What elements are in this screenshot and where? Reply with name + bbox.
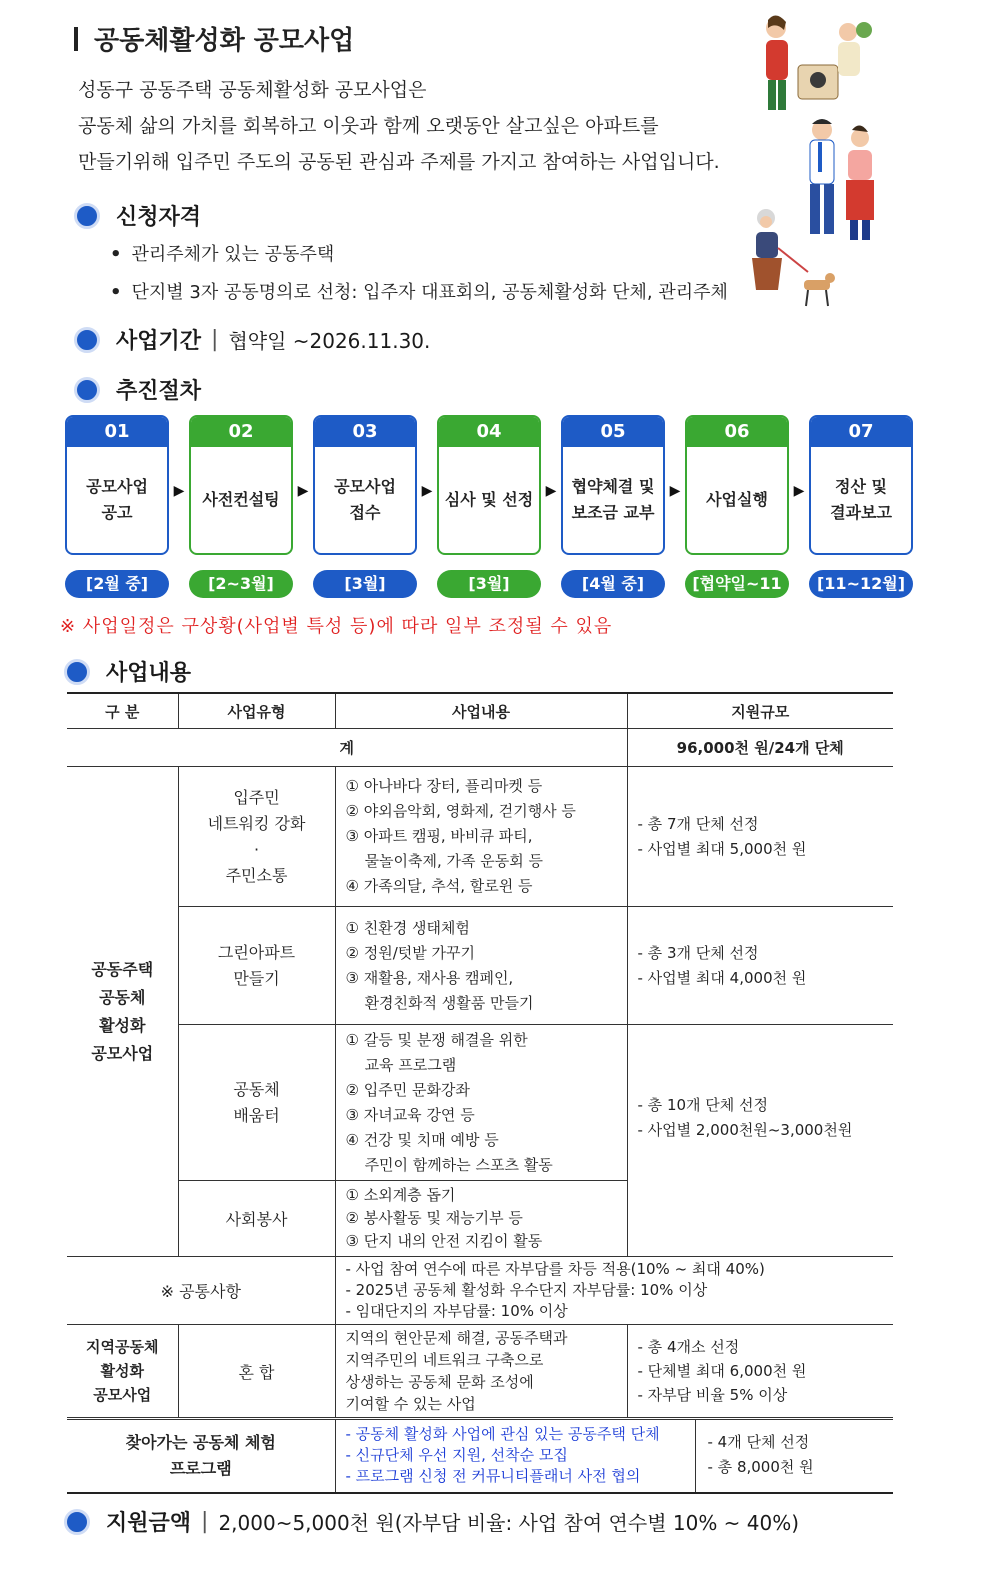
item-line: 물놀이축제, 가족 운동회 등 [345, 852, 544, 870]
bullet-dot-icon: • [110, 282, 122, 303]
item-line: 환경친화적 생활품 만들기 [345, 993, 534, 1012]
bullet-circle-icon [64, 659, 90, 685]
content-heading-text: 사업내용 [106, 661, 192, 686]
procedure-step [561, 415, 665, 555]
table-header-cell: 사업유형 [178, 693, 335, 729]
table-header-cell: 구 분 [67, 693, 178, 729]
step-number: 05 [563, 417, 663, 447]
bullet-dot-icon: • [110, 244, 122, 265]
table-header-row [67, 693, 893, 729]
intro-line: 만들기위해 입주민 주도의 공동된 관심과 주제를 가지고 참여하는 사업입니다. [78, 151, 720, 173]
eligibility-heading [74, 200, 201, 231]
page-title [74, 20, 354, 57]
regional-items-cell [335, 1325, 627, 1419]
visiting-support-line: - 총 8,000천 원 [707, 1458, 814, 1476]
support-line: - 총 7개 단체 선정 [637, 814, 759, 833]
support-line: - 사업별 2,000천원~3,000천원 [637, 1121, 853, 1139]
common-items-cell [335, 1257, 893, 1325]
eligibility-heading-text: 신청자격 [116, 205, 202, 230]
regional-support-line: - 자부담 비율 5% 이상 [637, 1386, 788, 1404]
visiting-cell [335, 1419, 893, 1494]
eligibility-item-text: 관리주체가 있는 공동주택 [131, 244, 335, 265]
item-line: ③ 아파트 캠핑, 바비큐 파티, [345, 827, 533, 845]
type-cell: 그린아파트 만들기 [178, 907, 335, 1025]
visiting-items [336, 1420, 696, 1492]
item-line: ③ 단지 내의 안전 지킴이 활동 [345, 1232, 543, 1250]
item-line: ① 소외계층 돕기 [345, 1186, 456, 1204]
visiting-line: - 프로그램 신청 전 커뮤니티플래너 사전 협의 [345, 1467, 641, 1485]
step-label: 공모사업 공고 [86, 477, 148, 522]
item-line: ② 봉사활동 및 재능기부 등 [345, 1209, 523, 1227]
arrow-right-icon: ▶ [545, 483, 557, 499]
items-cell [335, 907, 627, 1025]
separator: | [211, 327, 219, 352]
arrow-right-icon: ▶ [421, 483, 433, 499]
regional-support-line: - 총 4개소 선정 [637, 1338, 740, 1356]
table-row-visiting [67, 1419, 893, 1494]
common-line: - 임대단지의 자부담률: 10% 이상 [345, 1302, 568, 1320]
step-label: 협약체결 및 보조금 교부 [571, 477, 655, 522]
item-line: ② 야외음악회, 영화제, 걷기행사 등 [345, 802, 576, 820]
table-header-cell: 사업내용 [335, 693, 627, 729]
step-number: 01 [67, 417, 167, 447]
program-table [67, 692, 893, 1494]
common-label: ※ 공통사항 [67, 1257, 335, 1325]
table-row-regional [67, 1325, 893, 1419]
step-number: 06 [687, 417, 787, 447]
support-line: - 사업별 최대 4,000천 원 [637, 968, 807, 987]
regional-line: 지역의 현안문제 해결, 공동주택과 [345, 1329, 568, 1347]
step-date-badge: [2월 중] [65, 570, 169, 598]
community-illustration [748, 10, 888, 315]
bullet-circle-icon [74, 327, 100, 353]
items-cell [335, 1181, 627, 1257]
item-line: ③ 재활용, 재사용 캠페인, [345, 968, 514, 987]
item-line: 교육 프로그램 [345, 1055, 457, 1074]
step-date-badge: [2~3월] [189, 570, 293, 598]
eligibility-item-text: 단지별 3자 공동명의로 선청: 입주자 대표회의, 공동체활성화 단체, 관리주체 [131, 282, 728, 303]
table-row [67, 767, 893, 907]
arrow-right-icon: ▶ [669, 483, 681, 499]
schedule-notice: ※ 사업일정은 구상황(사업별 특성 등)에 따라 일부 조정될 수 있음 [60, 616, 613, 637]
intro-text [78, 72, 720, 180]
step-date-badge: [3월] [437, 570, 541, 598]
page-title-text: 공동체활성화 공모사업 [94, 26, 355, 56]
bullet-circle-icon [64, 1509, 90, 1535]
step-label: 공모사업 접수 [334, 477, 396, 522]
procedure-step [685, 415, 789, 555]
arrow-right-icon: ▶ [173, 483, 185, 499]
item-line: ① 갈등 및 분쟁 해결을 위한 [345, 1030, 528, 1049]
step-date-badge: [4월 중] [561, 570, 665, 598]
procedure-step [313, 415, 417, 555]
procedure-heading-text: 추진절차 [116, 379, 202, 404]
content-heading [64, 656, 191, 687]
support-line: - 총 3개 단체 선정 [637, 943, 759, 962]
support-cell [627, 1025, 893, 1257]
step-number: 04 [439, 417, 539, 447]
arrow-right-icon: ▶ [297, 483, 309, 499]
total-value: 96,000천 원/24개 단체 [627, 729, 893, 767]
table-total-row [67, 729, 893, 767]
period-heading [74, 324, 430, 355]
type-cell: 입주민 네트워킹 강화 · 주민소통 [178, 767, 335, 907]
item-line: ① 친환경 생태체험 [345, 918, 470, 937]
type-cell: 사회봉사 [178, 1181, 335, 1257]
table-row-common [67, 1257, 893, 1325]
type-cell: 공동체 배움터 [178, 1025, 335, 1181]
items-cell [335, 767, 627, 907]
regional-line: 지역주민의 네트워크 구축으로 [345, 1351, 544, 1369]
table-row [67, 907, 893, 1025]
item-line: ④ 건강 및 치매 예방 등 [345, 1130, 499, 1149]
item-line: 주민이 함께하는 스포츠 활동 [345, 1155, 553, 1174]
step-label: 정산 및 결과보고 [830, 477, 892, 522]
title-bar [74, 27, 78, 51]
regional-category: 지역공동체 활성화 공모사업 [67, 1325, 178, 1419]
item-line: ④ 가족의달, 추석, 할로윈 등 [345, 877, 533, 895]
total-label: 계 [67, 729, 627, 767]
separator: | [201, 1509, 209, 1534]
step-date-badge: [협약일~11월] [685, 570, 789, 598]
procedure-dates [65, 570, 909, 621]
regional-line: 상생하는 공동체 문화 조성에 [345, 1373, 534, 1391]
visiting-support-line: - 4개 단체 선정 [707, 1433, 810, 1451]
table-header-cell: 지원규모 [627, 693, 893, 729]
category-cell: 공동주택 공동체 활성화 공모사업 [67, 767, 178, 1257]
regional-type: 혼 합 [178, 1325, 335, 1419]
bullet-circle-icon [74, 203, 100, 229]
step-number: 02 [191, 417, 291, 447]
support-line: - 사업별 최대 5,000천 원 [637, 839, 807, 858]
procedure-step [437, 415, 541, 555]
visiting-line: - 신규단체 우선 지원, 선착순 모집 [345, 1446, 568, 1464]
funding-heading [64, 1506, 799, 1537]
step-label: 사업실행 [706, 490, 768, 509]
procedure-step [809, 415, 913, 555]
bullet-circle-icon [74, 377, 100, 403]
support-cell [627, 767, 893, 907]
item-line: ① 아나바다 장터, 플리마켓 등 [345, 777, 543, 795]
visiting-support [696, 1420, 826, 1492]
common-line: - 2025년 공동체 활성화 우수단지 자부담률: 10% 이상 [345, 1281, 708, 1299]
regional-support-line: - 단체별 최대 6,000천 원 [637, 1362, 807, 1380]
regional-support-cell [627, 1325, 893, 1419]
procedure-step [189, 415, 293, 555]
intro-line: 성동구 공동주택 공동체활성화 공모사업은 [78, 79, 427, 101]
step-date-badge: [3월] [313, 570, 417, 598]
funding-value: 2,000~5,000천 원(자부담 비율: 사업 참여 연수별 10% ~ 40%) [218, 1511, 800, 1535]
funding-heading-text: 지원금액 [106, 1511, 192, 1536]
eligibility-item [110, 278, 728, 304]
eligibility-item [110, 240, 334, 266]
arrow-right-icon: ▶ [793, 483, 805, 499]
visiting-category: 찾아가는 공동체 체험 프로그램 [67, 1419, 335, 1494]
item-line: ② 입주민 문화강좌 [345, 1080, 470, 1099]
table-row [67, 1025, 893, 1181]
items-cell [335, 1025, 627, 1181]
period-heading-text: 사업기간 [116, 329, 202, 354]
item-line: ③ 자녀교육 강연 등 [345, 1105, 475, 1124]
regional-line: 기여할 수 있는 사업 [345, 1395, 476, 1413]
intro-line: 공동체 삶의 가치를 회복하고 이웃과 함께 오랫동안 살고싶은 아파트를 [78, 115, 659, 137]
visiting-line: - 공동체 활성화 사업에 관심 있는 공동주택 단체 [345, 1425, 660, 1443]
procedure-steps [65, 415, 909, 555]
step-label: 심사 및 선정 [444, 490, 534, 509]
common-line: - 사업 참여 연수에 따른 자부담를 차등 적용(10% ~ 최대 40%) [345, 1260, 765, 1278]
support-cell [627, 907, 893, 1025]
step-number: 03 [315, 417, 415, 447]
step-date-badge: [11~12월] [809, 570, 913, 598]
procedure-heading [74, 374, 201, 405]
step-number: 07 [811, 417, 911, 447]
step-label: 사전컨설팅 [202, 490, 280, 509]
period-value: 협약일 ~2026.11.30. [228, 329, 431, 353]
item-line: ② 정원/텃밭 가꾸기 [345, 943, 475, 962]
support-line: - 총 10개 단체 선정 [637, 1096, 769, 1114]
procedure-step [65, 415, 169, 555]
